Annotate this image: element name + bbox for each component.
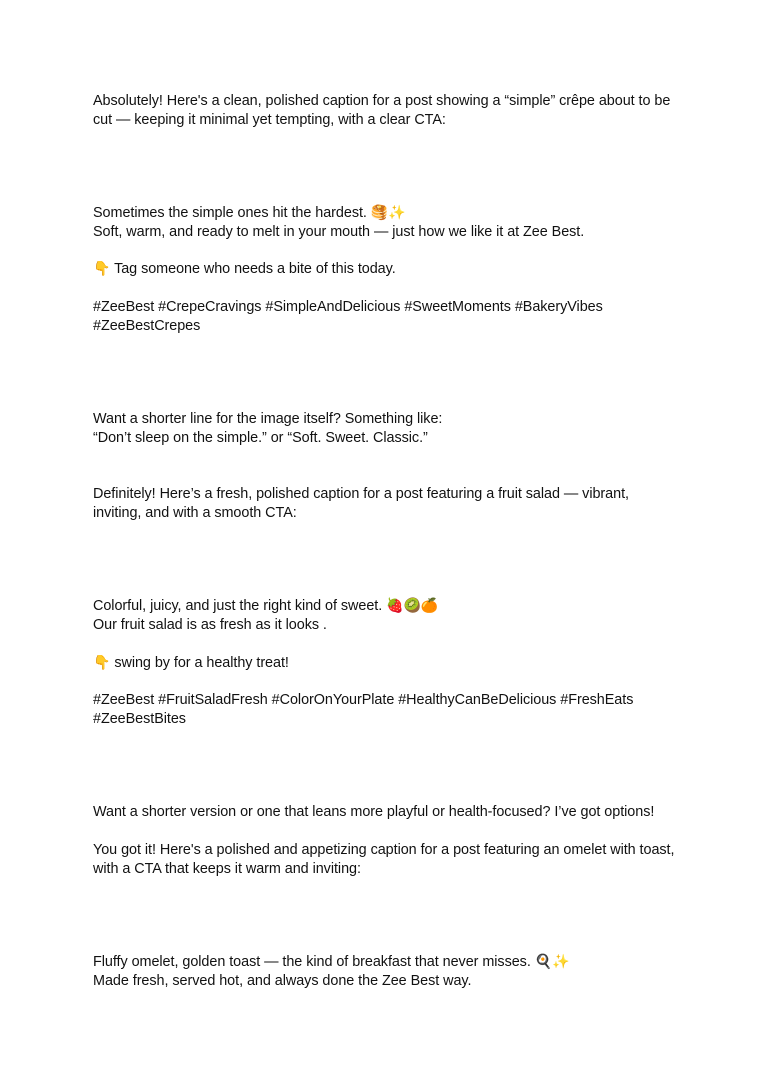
omelet-caption-line-1: Fluffy omelet, golden toast — the kind of breakfast that never misses. 🍳✨ — [93, 954, 570, 970]
omelet-caption-line-2: Made fresh, served hot, and always done the Zee Best way. — [93, 973, 472, 989]
fruit-caption-line-2: Our fruit salad is as fresh as it looks . — [93, 617, 327, 633]
crepe-intro-line-2: cut — keeping it minimal yet tempting, with a clear CTA: — [93, 112, 446, 128]
omelet-intro-line-2: with a CTA that keeps it warm and inviting: — [93, 861, 361, 877]
pointing-down-emoji-icon: 👇 — [93, 655, 111, 671]
crepe-caption-line-1: Sometimes the simple ones hit the hardest. 🥞✨ — [93, 205, 406, 221]
frying-pan-sparkles-emoji-icon: 🍳✨ — [534, 954, 570, 970]
fruit-intro-line-2: inviting, and with a smooth CTA: — [93, 505, 297, 521]
pointing-down-emoji-icon: 👇 — [93, 261, 111, 277]
omelet-intro-line-1: You got it! Here's a polished and appetizing caption for a post featuring an omelet with toast, — [93, 842, 675, 858]
crepe-short-line-1: Want a shorter line for the image itself? Something like: — [93, 411, 443, 427]
crepe-short-line-2: “Don’t sleep on the simple.” or “Soft. Sweet. Classic.” — [93, 430, 428, 446]
pancake-sparkles-emoji-icon: 🥞✨ — [370, 205, 406, 221]
crepe-caption-line-2: Soft, warm, and ready to melt in your mouth — just how we like it at Zee Best. — [93, 224, 585, 240]
crepe-hashtags-line-1: #ZeeBest #CrepeCravings #SimpleAndDelicious #SweetMoments #BakeryVibes — [93, 299, 603, 315]
crepe-hashtags-line-2: #ZeeBestCrepes — [93, 318, 201, 334]
fruit-intro-line-1: Definitely! Here’s a fresh, polished caption for a post featuring a fruit salad — vibrant, — [93, 486, 629, 502]
fruit-cta-line: 👇 swing by for a healthy treat! — [93, 655, 289, 671]
crepe-intro-line-1: Absolutely! Here's a clean, polished caption for a post showing a “simple” crêpe about to be — [93, 93, 671, 109]
fruit-caption-line-1: Colorful, juicy, and just the right kind of sweet. 🍓🥝🍊 — [93, 598, 439, 614]
fruit-hashtags-line-1: #ZeeBest #FruitSaladFresh #ColorOnYourPlate #HealthyCanBeDelicious #FreshEats — [93, 692, 634, 708]
crepe-cta-line: 👇 Tag someone who needs a bite of this today. — [93, 261, 396, 277]
fruit-options-line: Want a shorter version or one that leans more playful or health-focused? I’ve got options! — [93, 804, 655, 820]
fruit-emoji-icon: 🍓🥝🍊 — [386, 598, 439, 614]
fruit-hashtags-line-2: #ZeeBestBites — [93, 711, 186, 727]
